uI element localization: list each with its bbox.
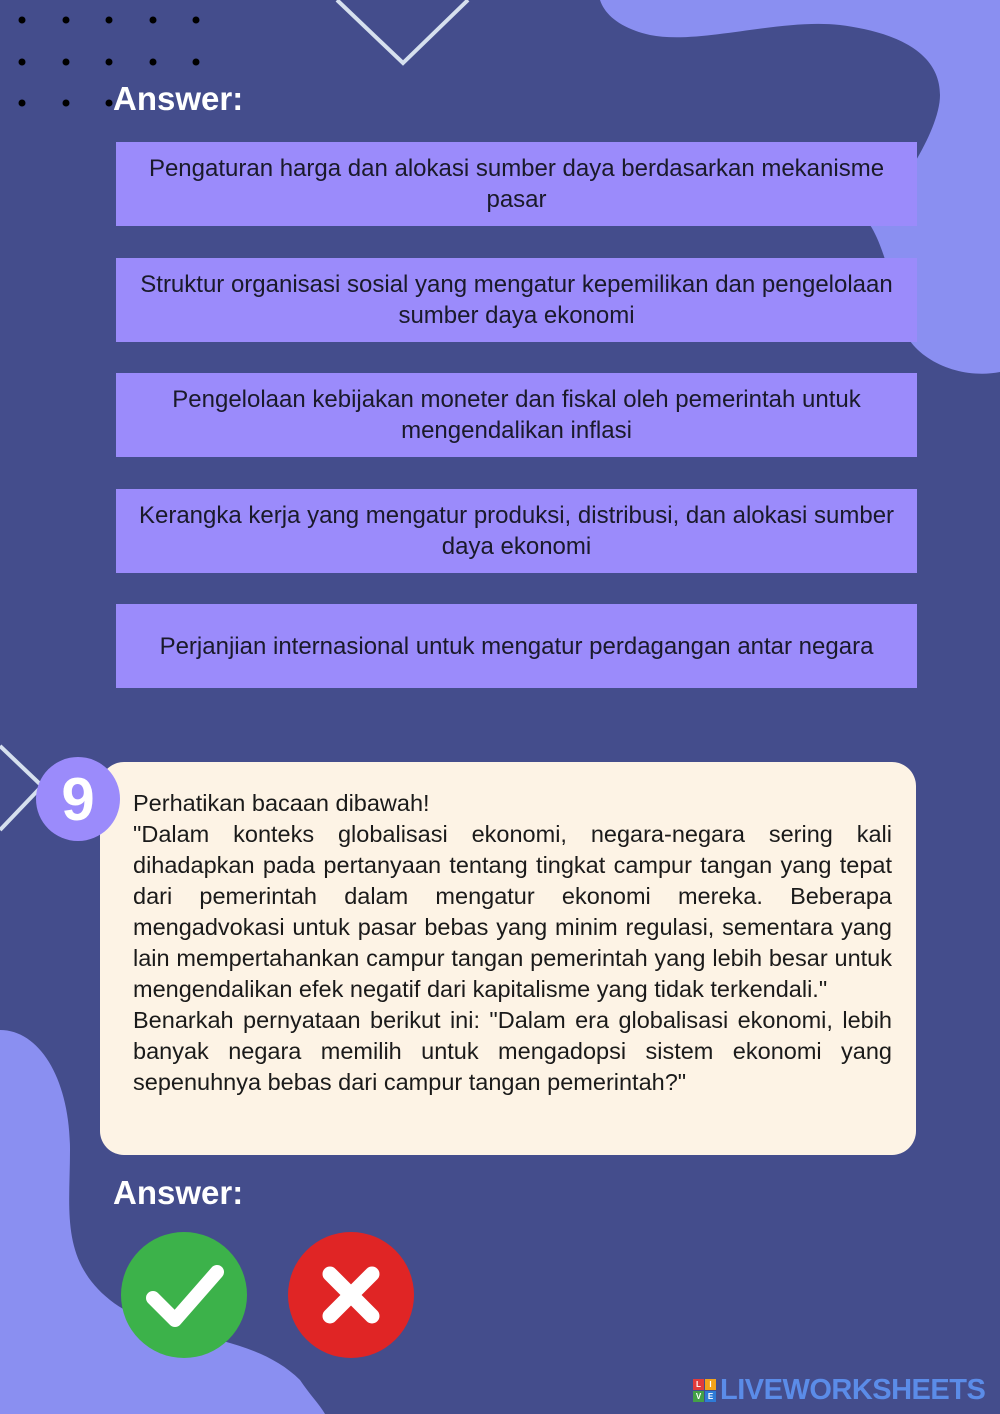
answer-option-5[interactable]: Perjanjian internasional untuk mengatur perdagangan antar negara: [116, 604, 917, 688]
checkmark-icon: [139, 1250, 229, 1340]
logo-tile-l: L: [693, 1379, 704, 1390]
left-chevron-line: [0, 746, 42, 830]
logo-tile-e: E: [705, 1391, 716, 1402]
logo-text: LIVEWORKSHEETS: [720, 1373, 986, 1406]
question-card: [100, 762, 916, 1155]
answer-label-q8: Answer:: [113, 80, 244, 117]
answer-option-3[interactable]: Pengelolaan kebijakan moneter dan fiskal oleh pemerintah untuk mengendalikan inflasi: [116, 373, 917, 457]
cross-icon: [316, 1260, 386, 1330]
answer-label-q9: Answer:: [113, 1174, 244, 1211]
liveworksheets-logo: [693, 1374, 985, 1406]
answer-option-1[interactable]: Pengaturan harga dan alokasi sumber daya berdasarkan mekanisme pasar: [116, 142, 917, 226]
answer-option-4[interactable]: Kerangka kerja yang mengatur produksi, distribusi, dan alokasi sumber daya ekonomi: [116, 489, 917, 573]
true-button[interactable]: [121, 1232, 247, 1358]
false-button[interactable]: [288, 1232, 414, 1358]
question-passage: "Dalam konteks globalisasi ekonomi, negara-negara sering kali dihadapkan pada pertanyaan tentang tingkat campur tangan yang tepat dari pemerintah dalam mengatur ekonomi mereka. Beberapa mengadvokasi untuk pasar bebas yang minim regulasi, sementara yang lain mempertahankan campur tangan pemerintah yang lebih besar untuk mengendalikan efek negatif dari kapitalisme yang tidak terkendali.": [133, 821, 892, 1002]
question-instruction: Perhatikan bacaan dibawah!: [133, 790, 430, 816]
top-chevron-line: [337, 0, 468, 63]
logo-tile-i: I: [705, 1379, 716, 1390]
logo-tiles: [693, 1379, 716, 1402]
question-statement: Benarkah pernyataan berikut ini: "Dalam era globalisasi ekonomi, lebih banyak negara memilih untuk mengadopsi sistem ekonomi yang sepenuhnya bebas dari campur tangan pemerintah?": [133, 1007, 892, 1095]
answer-option-2[interactable]: Struktur organisasi sosial yang mengatur kepemilikan dan pengelolaan sumber daya ekonomi: [116, 258, 917, 342]
question-number-badge: 9: [36, 757, 120, 841]
logo-tile-v: V: [693, 1391, 704, 1402]
